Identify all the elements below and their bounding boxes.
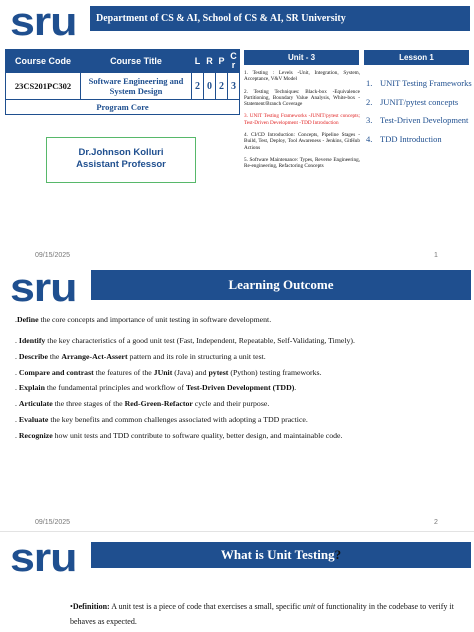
lesson-items <box>366 79 472 153</box>
definition-label: Definition: <box>72 602 110 611</box>
slide-2 <box>0 263 474 531</box>
header-cr: C r <box>228 50 240 73</box>
professor-box <box>46 137 196 183</box>
header-p: P <box>216 50 228 73</box>
header-l: L <box>192 50 204 73</box>
sru-logo: sru <box>10 536 77 580</box>
outcome-text: . <box>294 383 297 393</box>
lesson-item-text: JUNIT/pytest concepts <box>380 96 459 107</box>
unit-topic: 5. Software Maintenance: Types, Reverse Engineering, Re-engineering, Refactoring Concepts <box>244 156 360 170</box>
outcome-keyword: JUnit <box>153 367 173 377</box>
outcome-text: the <box>47 351 62 361</box>
outcome-text: pattern and its role in structuring a unit test. <box>127 351 266 361</box>
outcome-prefix: . <box>15 367 19 377</box>
lesson-item-number: 3. <box>366 115 373 125</box>
unit-topic-current: 3. UNIT Testing Frameworks -JUNIT/pytest concepts; Test-Driven Development -TDD Introduction <box>244 113 360 126</box>
outcome-text: the core concepts and importance of unit testing in software development. <box>38 315 272 324</box>
outcome-text: the three stages of the <box>52 399 125 409</box>
professor-designation: Assistant Professor <box>76 159 166 170</box>
outcome-keyword: Evaluate <box>18 414 49 424</box>
outcome-prefix: . <box>15 383 19 393</box>
lesson-item-number: 4. <box>366 133 373 144</box>
outcome-item <box>15 383 465 392</box>
slide-1 <box>0 0 474 263</box>
outcome-text: (Java) and <box>172 367 209 377</box>
outcome-prefix: . <box>15 336 19 345</box>
slide-3 <box>0 532 474 632</box>
course-code: 23CS201PC302 <box>6 73 81 100</box>
lesson-item-text: TDD Introduction <box>380 133 442 144</box>
sru-logo: sru <box>10 266 77 310</box>
lesson-item <box>366 98 472 108</box>
definition-emphasis: unit <box>302 602 316 611</box>
header-course-title: Course Title <box>81 50 192 73</box>
credits-cr: 3 <box>228 73 240 100</box>
outcome-prefix: . <box>15 414 19 424</box>
professor-name: Dr.Johnson Kolluri <box>78 147 164 158</box>
outcome-item <box>15 415 465 424</box>
slide-title-banner: Learning Outcome <box>91 270 471 300</box>
outcome-item <box>15 352 465 361</box>
lesson-item-number: 2. <box>366 96 373 107</box>
learning-outcomes <box>15 315 465 447</box>
outcome-item <box>15 399 465 408</box>
unit-topic: 1. Testing : Levels -Unit, Integration, System, Acceptance, V&V Model <box>244 70 360 83</box>
outcome-keyword: Recognize <box>18 430 53 440</box>
definition-text: A unit test is a piece of code that exercises a small, specific <box>109 602 303 611</box>
outcome-text: cycle and their purpose. <box>192 399 270 409</box>
lesson-item <box>366 135 472 145</box>
outcome-prefix: . <box>15 315 17 324</box>
slide-number: 2 <box>434 519 438 526</box>
credits-r: 0 <box>204 73 216 100</box>
outcome-prefix: . <box>15 351 19 361</box>
header-r: R <box>204 50 216 73</box>
outcome-text: the features of the <box>93 367 154 377</box>
outcome-keyword: Explain <box>18 383 45 393</box>
outcome-item <box>15 315 465 324</box>
outcome-keyword: Identify <box>18 336 46 345</box>
course-title: Software Engineering and System Design <box>81 73 192 100</box>
credits-l: 2 <box>192 73 204 100</box>
unit-topic: 4. CI/CD Introduction: Concepts, Pipeline Stages -Build, Test, Deploy, Tool Awareness - Jenkins, GitHub Actions <box>244 132 360 151</box>
credits-p: 2 <box>216 73 228 100</box>
sru-logo: sru <box>10 0 77 44</box>
slide-title-mark: ? <box>334 547 342 562</box>
outcome-keyword: Describe <box>18 351 48 361</box>
slide-title: What is Unit Testing <box>220 547 335 562</box>
department-banner: Department of CS & AI, School of CS & AI, SR University <box>90 6 470 31</box>
lesson-heading: Lesson 1 <box>364 50 469 65</box>
slide-number: 1 <box>434 252 438 259</box>
outcome-text: how unit tests and TDD contribute to software quality, better design, and maintainable code. <box>52 430 343 440</box>
outcome-text: (Python) testing frameworks. <box>228 367 322 377</box>
lesson-item-text: Test-Driven Development <box>380 115 469 125</box>
outcome-prefix: . <box>15 430 19 440</box>
outcome-keyword: Define <box>16 315 39 324</box>
definition-paragraph: •Definition: A unit test is a piece of code that exercises a small, specific unit of functionality in the codebase to verify it behaves as expected. <box>70 602 454 626</box>
outcome-item <box>15 431 465 440</box>
outcome-text: the fundamental principles and workflow of <box>44 383 186 393</box>
outcome-keyword: Red-Green-Refactor <box>124 399 193 409</box>
slide-title-banner <box>91 542 471 568</box>
outcome-keyword: pytest <box>208 367 229 377</box>
outcome-keyword: Test-Driven Development (TDD) <box>185 383 295 393</box>
lesson-item <box>366 79 472 89</box>
outcome-text: the key benefits and common challenges associated with adopting a TDD practice. <box>48 414 308 424</box>
lesson-item-text: UNIT Testing Frameworks <box>380 78 472 88</box>
unit-topics <box>244 70 360 176</box>
outcome-item <box>15 368 465 377</box>
lesson-item <box>366 116 472 126</box>
outcome-keyword: Articulate <box>18 399 53 409</box>
outcome-prefix: . <box>15 399 19 409</box>
slide-date: 09/15/2025 <box>35 252 71 259</box>
course-category: Program Core <box>6 100 240 115</box>
outcome-keyword: Arrange-Act-Assert <box>61 351 128 361</box>
definition-text: of functionality in the codebase to verify it behaves as expected. <box>70 602 454 626</box>
course-table <box>5 49 240 115</box>
slide-date: 09/15/2025 <box>35 519 71 526</box>
outcome-keyword: Compare and contrast <box>18 367 94 377</box>
lesson-item-number: 1. <box>366 78 373 88</box>
outcome-text: the key characteristics of a good unit test (Fast, Independent, Repeatable, Self-Validating, Timely). <box>45 336 355 345</box>
outcome-item <box>15 336 465 345</box>
unit-heading: Unit - 3 <box>244 50 359 65</box>
header-course-code: Course Code <box>6 50 81 73</box>
unit-topic: 2. Testing Techniques: Black-box -Equivalence Partitioning, Boundary Value Analysis, White-box -Statement/Branch Coverage <box>244 88 360 108</box>
